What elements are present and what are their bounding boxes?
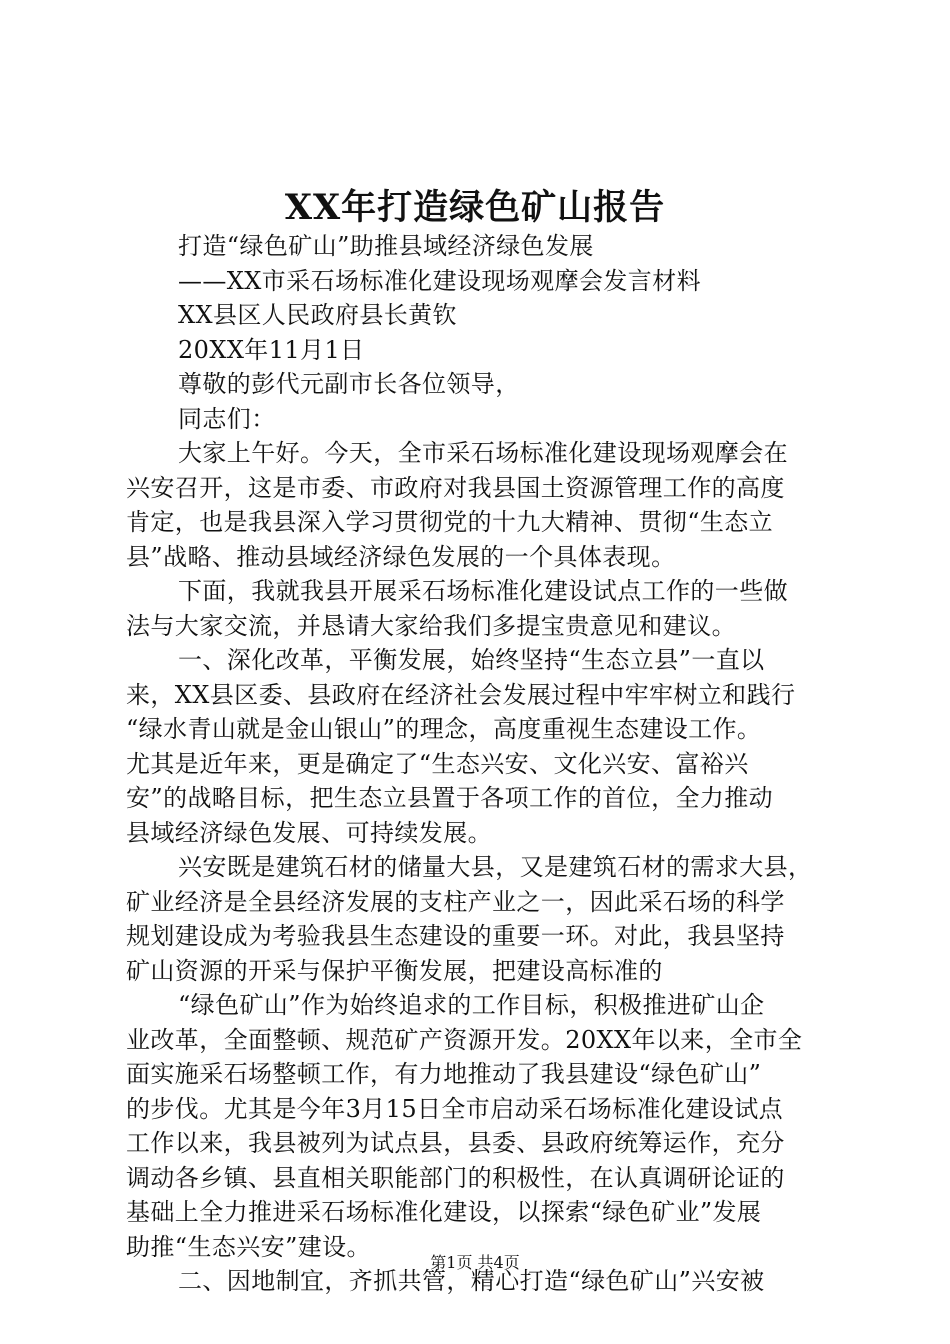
text-line: 基础上全力推进采石场标准化建设，以探索“绿色矿业”发展 (126, 1198, 762, 1226)
text-line: 下面，我就我县开展采石场标准化建设试点工作的一些做 (178, 577, 788, 605)
text-line: 安”的战略目标，把生态立县置于各项工作的首位，全力推动 (126, 784, 774, 812)
text-line: 法与大家交流，并恳请大家给我们多提宝贵意见和建议。 (126, 611, 736, 640)
text-line: 面实施采石场整顿工作，有力地推动了我县建设“绿色矿山” (126, 1060, 762, 1088)
text-line: “绿色矿山”作为始终追求的工作目标，积极推进矿山企 (178, 991, 765, 1019)
text-line: 来，XX县区委、县政府在经济社会发展过程中牢牢树立和践行 (126, 680, 796, 709)
text-line: 尊敬的彭代元副市长各位领导， (178, 370, 520, 398)
text-line: 调动各乡镇、县直相关职能部门的积极性，在认真调研论证的 (126, 1163, 785, 1192)
document-title: XX年打造绿色矿山报告 (284, 187, 666, 228)
text-line: 20XX年11月1日 (178, 335, 365, 364)
text-line: 尤其是近年来，更是确定了“生态兴安、文化兴安、富裕兴 (126, 749, 749, 778)
page-footer: 第1页 共4页 (430, 1253, 520, 1272)
text-line: ——XX市采石场标准化建设现场观摩会发言材料 (178, 266, 701, 295)
text-line: 县”战略、推动县域经济绿色发展的一个具体表现。 (126, 542, 676, 571)
text-line: 的步伐。尤其是今年3月15日全市启动采石场标准化建设试点 (126, 1094, 784, 1123)
text-line: 兴安既是建筑石材的储量大县，又是建筑石材的需求大县， (178, 853, 813, 881)
text-line: 打造“绿色矿山”助推县域经济绿色发展 (178, 232, 594, 260)
text-line: 肯定，也是我县深入学习贯彻党的十九大精神、贯彻“生态立 (126, 508, 774, 536)
text-line: XX县区人民政府县长黄钦 (178, 301, 457, 329)
text-line: 大家上午好。今天，全市采石场标准化建设现场观摩会在 (178, 439, 788, 467)
text-line: 矿业经济是全县经济发展的支柱产业之一，因此采石场的科学 (126, 887, 785, 916)
text-line: 同志们： (178, 404, 276, 433)
text-line: 工作以来，我县被列为试点县，县委、县政府统筹运作，充分 (126, 1129, 785, 1157)
text-line: 规划建设成为考验我县生态建设的重要一环。对此，我县坚持 (126, 922, 785, 950)
text-line: 矿山资源的开采与保护平衡发展，把建设高标准的 (126, 956, 663, 985)
text-line: 业改革，全面整顿、规范矿产资源开发。20XX年以来，全市全 (126, 1025, 803, 1054)
text-line: “绿水青山就是金山银山”的理念，高度重视生态建设工作。 (126, 715, 762, 743)
text-line: 助推“生态兴安”建设。 (126, 1232, 371, 1261)
text-line: 二、因地制宜，齐抓共管，精心打造“绿色矿山”兴安被 (178, 1267, 765, 1295)
text-line: 兴安召开，这是市委、市政府对我县国土资源管理工作的高度 (126, 473, 785, 502)
document-body (126, 229, 842, 1299)
text-line: 县域经济绿色发展、可持续发展。 (126, 818, 492, 847)
text-line: 一、深化改革，平衡发展，始终坚持“生态立县”一直以 (178, 646, 765, 674)
